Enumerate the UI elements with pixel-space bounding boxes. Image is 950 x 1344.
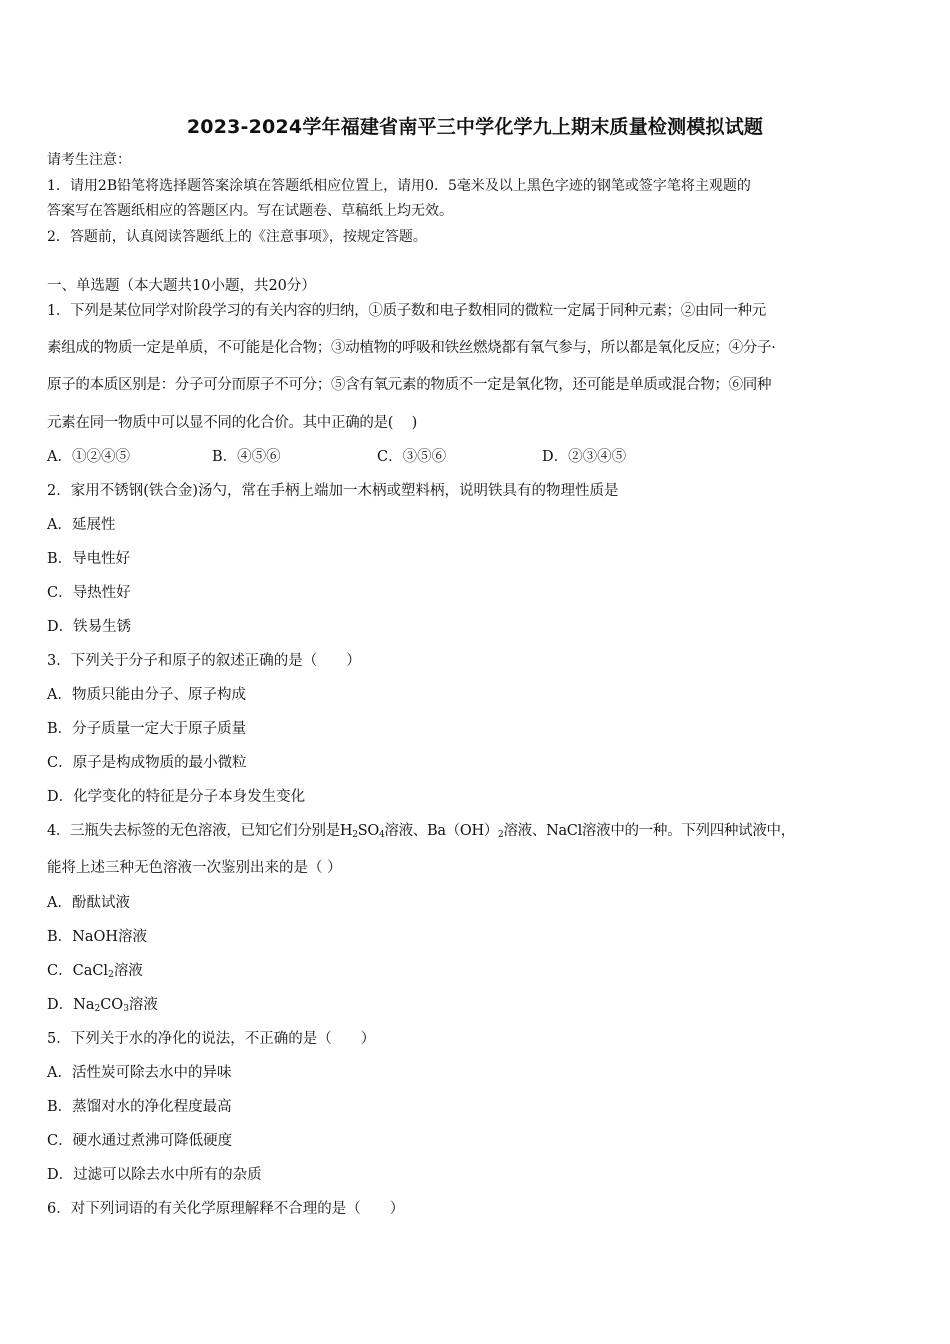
q4-stem-part-3: 溶液、Ba（OH） — [384, 823, 499, 839]
q4-option-a: A．酚酞试液 — [47, 895, 130, 911]
q4-sub-3: 2 — [498, 830, 504, 840]
notice-heading: 请考生注意： — [47, 152, 131, 168]
q4-sub-1: 2 — [352, 830, 358, 840]
notice-item-2: 2．答题前，认真阅读答题纸上的《注意事项》，按规定答题。 — [47, 229, 427, 245]
q4-stem-part-4: 溶液、NaCl溶液中的一种。下列四种试液中， — [503, 823, 795, 839]
q4-option-c-pre: C．CaCl — [47, 963, 109, 979]
q2-stem: 2．家用不锈钢(铁合金)汤勺，常在手柄上端加一木柄或塑料柄，说明铁具有的物理性质是 — [47, 483, 619, 499]
q5-stem: 5．下列关于水的净化的说法，不正确的是（ ） — [47, 1031, 376, 1047]
q4-option-d-pre: D．Na — [47, 997, 95, 1013]
q2-option-a: A．延展性 — [47, 517, 116, 533]
q4-option-d — [47, 995, 158, 1019]
q4-stem-line-2: 能将上述三种无色溶液一次鉴别出来的是（ ） — [47, 860, 342, 876]
q4-stem-line-1 — [47, 821, 795, 845]
q5-option-a: A．活性炭可除去水中的异味 — [47, 1065, 232, 1081]
notice-item-1-line-1: 1．请用2B铅笔将选择题答案涂填在答题纸相应位置上，请用0．5毫米及以上黑色字迹的钢笔或签字笔将主观题的 — [47, 178, 751, 194]
q1-option-a: A．①②④⑤ — [47, 449, 130, 465]
q1-line-3: 原子的本质区别是：分子可分而原子不可分；⑤含有氧元素的物质不一定是氧化物，还可能是单质或混合物；⑥同种 — [47, 377, 772, 393]
q5-option-b: B．蒸馏对水的净化程度最高 — [47, 1099, 232, 1115]
q3-option-c: C．原子是构成物质的最小微粒 — [47, 755, 247, 771]
q4-option-d-sub-2: 3 — [123, 1004, 129, 1014]
q4-option-d-mid: CO — [100, 997, 124, 1013]
q3-stem: 3．下列关于分子和原子的叙述正确的是（ ） — [47, 653, 361, 669]
q1-line-2: 素组成的物质一定是单质，不可能是化合物；③动植物的呼吸和铁丝燃烧都有氧气参与，所以都是氧化反应；④分子· — [47, 340, 776, 356]
page-title: 2023-2024学年福建省南平三中学化学九上期末质量检测模拟试题 — [186, 116, 764, 138]
q1-option-c: C．③⑤⑥ — [377, 449, 447, 465]
notice-item-1-line-2: 答案写在答题纸相应的答题区内。写在试题卷、草稿纸上均无效。 — [47, 203, 453, 219]
q5-option-d: D．过滤可以除去水中所有的杂质 — [47, 1167, 262, 1183]
q1-option-d: D．②③④⑤ — [542, 449, 627, 465]
q4-option-b: B．NaOH溶液 — [47, 929, 148, 945]
q1-option-b: B．④⑤⑥ — [212, 449, 281, 465]
q3-option-b: B．分子质量一定大于原子质量 — [47, 721, 247, 737]
q4-stem-part-1: 4．三瓶失去标签的无色溶液，已知它们分别是H — [47, 823, 353, 839]
q4-option-d-sub-1: 2 — [94, 1004, 101, 1014]
q4-option-c-post: 溶液 — [113, 963, 143, 979]
q2-option-b: B．导电性好 — [47, 551, 131, 567]
q3-option-a: A．物质只能由分子、原子构成 — [47, 687, 246, 703]
q4-option-d-post: 溶液 — [128, 997, 158, 1013]
q1-line-4: 元素在同一物质中可以显不同的化合价。其中正确的是( ) — [47, 415, 418, 431]
q4-stem-part-2: SO — [357, 823, 379, 839]
q4-sub-2: 4 — [378, 830, 385, 840]
q2-option-d: D．铁易生锈 — [47, 619, 132, 635]
q2-option-c: C．导热性好 — [47, 585, 131, 601]
q1-line-1: 1．下列是某位同学对阶段学习的有关内容的归纳，①质子数和电子数相同的微粒一定属于同种元素；②由同一种元 — [47, 303, 766, 319]
q5-option-c: C．硬水通过煮沸可降低硬度 — [47, 1133, 233, 1149]
q3-option-d: D．化学变化的特征是分子本身发生变化 — [47, 789, 306, 805]
q4-option-c — [47, 961, 143, 985]
section-heading: 一、单选题（本大题共10小题，共20分） — [47, 278, 316, 294]
q4-option-c-sub: 2 — [108, 970, 114, 980]
q6-stem: 6．对下列词语的有关化学原理解释不合理的是（ ） — [47, 1201, 405, 1217]
